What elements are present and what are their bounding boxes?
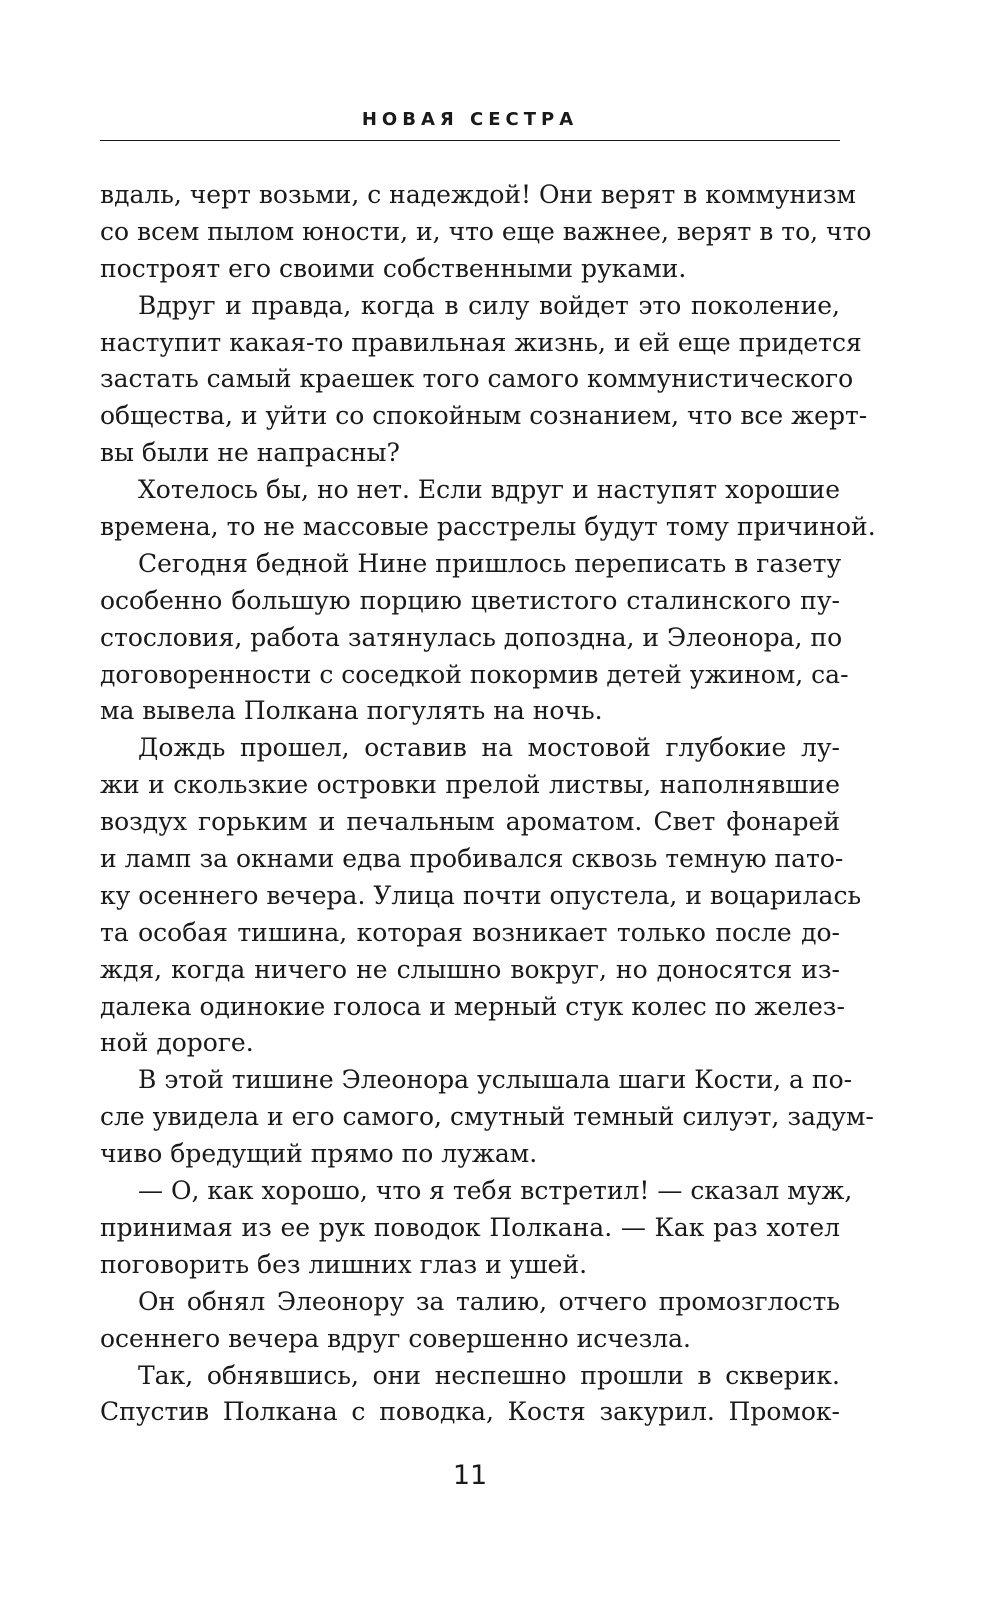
text-line: стословия, работа затянулась допоздна, и Элеонора, по: [100, 622, 843, 652]
text-line: чиво бредущий прямо по лужам.: [100, 1139, 538, 1169]
text-line: Он обнял Элеонору за талию, отчего промозглость: [138, 1286, 840, 1316]
text-line: общества, и уйти со спокойным сознанием, что все жерт-: [100, 401, 868, 431]
text-line: ной дороге.: [100, 1028, 254, 1058]
text-line: Сегодня бедной Нине пришлось переписать в газету: [138, 548, 842, 578]
text-line: Спустив Полкана с поводка, Костя закурил. Промок-: [100, 1397, 840, 1427]
text-line: Так, обнявшись, они неспешно прошли в скверик.: [138, 1360, 840, 1390]
text-line: особенно большую порцию цветистого сталинского пу-: [100, 585, 840, 615]
text-line: со всем пылом юности, и, что еще важнее, верят в то, что: [100, 216, 872, 246]
text-line: построят его своими собственными руками.: [100, 253, 687, 283]
text-line: Хотелось бы, но нет. Если вдруг и наступят хорошие: [138, 475, 840, 505]
text-line: и ламп за окнами едва пробивался сквозь темную пато-: [100, 844, 844, 874]
text-line: времена, то не массовые расстрелы будут тому причиной.: [100, 512, 876, 542]
running-title: НОВАЯ СЕСТРА: [361, 109, 579, 130]
text-line: Дождь прошел, оставив на мостовой глубокие лу-: [138, 733, 840, 763]
text-line: договоренности с соседкой покормив детей ужином, са-: [100, 659, 849, 689]
text-line: ку осеннего вечера. Улица почти опустела, и воцарилась: [100, 880, 862, 910]
text-line: Вдруг и правда, когда в силу войдет это поколение,: [138, 290, 840, 320]
text-line: В этой тишине Элеонора услышала шаги Кости, а по-: [138, 1065, 853, 1095]
text-line: жи и скользкие островки прелой листвы, наполнявшие: [100, 770, 840, 800]
text-line: — О, как хорошо, что я тебя встретил! — сказал муж,: [138, 1176, 853, 1206]
text-line: ма вывела Полкана погулять на ночь.: [100, 696, 603, 726]
text-line: далека одинокие голоса и мерный стук колес по желез-: [100, 991, 845, 1021]
text-line: ждя, когда ничего не слышно вокруг, но доносятся из-: [100, 954, 840, 984]
page-number: 11: [452, 1460, 488, 1491]
text-line: та особая тишина, которая возникает только после до-: [100, 917, 840, 947]
text-line: воздух горьким и печальным ароматом. Свет фонарей: [100, 807, 840, 837]
body-text: [100, 177, 876, 1431]
header-rule: [100, 140, 840, 141]
text-line: осеннего вечера вдруг совершенно исчезла.: [100, 1323, 691, 1353]
text-line: принимая из ее рук поводок Полкана. — Как раз хотел: [100, 1212, 840, 1242]
text-line: наступит какая-то правильная жизнь, и ей еще придется: [100, 327, 862, 357]
text-line: сле увидела и его самого, смутный темный силуэт, задум-: [100, 1102, 874, 1132]
text-line: вдаль, черт возьми, с надеждой! Они верят в коммунизм: [100, 180, 856, 209]
text-line: вы были не напрасны?: [100, 438, 400, 468]
text-line: поговорить без лишних глаз и ушей.: [100, 1249, 588, 1279]
text-line: застать самый краешек того самого коммунистического: [100, 364, 854, 394]
